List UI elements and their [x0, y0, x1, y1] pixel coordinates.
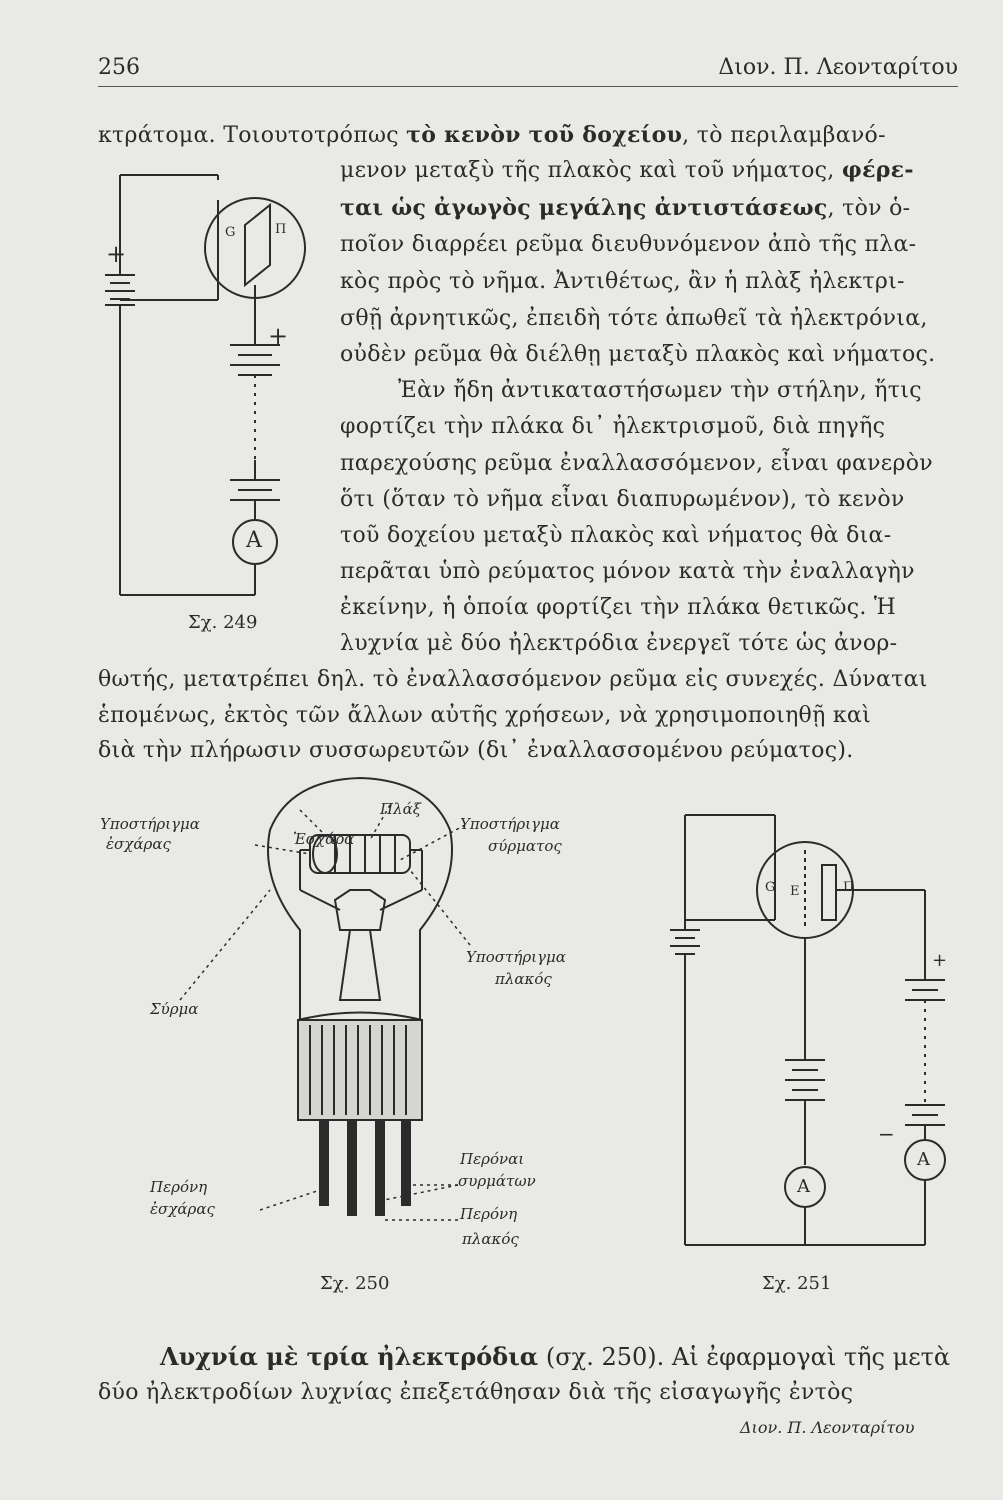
- label-grid: Ἐσχάρα: [293, 830, 355, 848]
- label-grid-pin-1: Περόνη: [150, 1178, 208, 1196]
- figure-caption-250: Σχ. 250: [320, 1273, 390, 1294]
- figure-caption-251: Σχ. 251: [762, 1273, 832, 1294]
- label-grid-support-1: Υποστήριγμα: [100, 815, 200, 833]
- text-line: σθῇ ἀρνητικῶς, ἐπειδὴ τότε ἀπωθεῖ τὰ ἠλεκτρόνια,: [340, 306, 928, 331]
- text-line: [340, 195, 910, 221]
- bold-text: τὸ κενὸν τοῦ δοχείου: [406, 122, 683, 148]
- text-line: διὰ τὴν πλήρωσιν συσσωρευτῶν (δι᾽ ἐναλλασσομένου ρεύματος).: [98, 738, 854, 763]
- minus-sign: −: [878, 1122, 895, 1146]
- text-line: φορτίζει τὴν πλάκα δι᾽ ἠλεκτρισμοῦ, διὰ πηγῆς: [340, 414, 886, 439]
- page-header: [98, 55, 958, 89]
- label-wire: Σύρμα: [150, 1000, 199, 1018]
- text-line: ἑπομένως, ἐκτὸς τῶν ἄλλων αὐτῆς χρήσεων, νὰ χρησιμοποιηθῇ καὶ: [98, 703, 872, 728]
- ammeter-label: A: [246, 528, 262, 553]
- label-plate: Πλάξ: [380, 800, 421, 818]
- running-head: Διον. Π. Λεονταρίτου: [718, 55, 958, 80]
- plus-sign: +: [106, 240, 127, 268]
- figure-caption-249: Σχ. 249: [188, 612, 258, 633]
- label-plate-pin-2: πλακός: [462, 1230, 519, 1248]
- label-wire-pins-2: συρμάτων: [458, 1172, 536, 1190]
- grid-label: G: [765, 880, 776, 895]
- plus-sign: +: [932, 950, 948, 971]
- text-span: , τὸν ὁ-: [827, 196, 911, 221]
- figure-249-circuit: [100, 160, 300, 630]
- text-line: παρεχούσης ρεῦμα ἐναλλασσόμενον, εἶναι φανερὸν: [340, 451, 933, 476]
- text-line: ποῖον διαρρέει ρεῦμα διευθυνόμενον ἀπὸ τῆς πλα-: [340, 232, 917, 257]
- text-span: μενον μεταξὺ τῆς πλακὸς καὶ τοῦ νήματος,: [340, 158, 842, 183]
- bold-heading: Λυχνία μὲ τρία ἠλεκτρόδια: [160, 1342, 539, 1371]
- label-grid-pin-2: ἐσχάρας: [150, 1200, 215, 1218]
- text-line: [340, 157, 914, 183]
- ammeter-label-2: A: [917, 1149, 930, 1170]
- text-line: οὐδὲν ρεῦμα θὰ διέλθῃ μεταξὺ πλακὸς καὶ νήματος.: [340, 342, 936, 367]
- grid-label: G: [225, 225, 236, 240]
- text-span: , τὸ περιλαμβανό-: [682, 123, 886, 148]
- label-wire-support-2: σύρματος: [488, 837, 562, 855]
- text-span: κτράτομα. Τοιουτοτρόπως: [98, 123, 407, 148]
- label-plate-support-2: πλακός: [495, 970, 552, 988]
- plate-label: Π: [843, 880, 855, 895]
- text-line: τοῦ δοχείου μεταξὺ πλακὸς καὶ νήματος θὰ δια-: [340, 523, 892, 548]
- plus-sign: +: [268, 322, 289, 350]
- label-wire-support-1: Υποστήριγμα: [460, 815, 560, 833]
- heading-rest: (σχ. 250). Αἱ ἐφαρμογαὶ τῆς μετὰ: [538, 1343, 951, 1371]
- page-number: 256: [98, 55, 140, 80]
- bold-text: ται ὡς ἀγωγὸς μεγάλης ἀντιστάσεως: [340, 195, 828, 221]
- signature: Διον. Π. Λεονταρίτου: [740, 1418, 915, 1437]
- plate-label: Π: [275, 222, 287, 237]
- header-rule: [98, 86, 958, 87]
- label-plate-pin-1: Περόνη: [460, 1205, 518, 1223]
- text-line: [98, 122, 886, 148]
- text-line: περᾶται ὑπὸ ρεύματος μόνον κατὰ τὴν ἐναλλαγὴν: [340, 559, 915, 584]
- text-line: ὅτι (ὅταν τὸ νῆμα εἶναι διαπυρωμένον), τὸ κενὸν: [340, 487, 905, 512]
- label-wire-pins-1: Περόναι: [460, 1150, 525, 1168]
- text-line: ἐκείνην, ἡ ὁποία φορτίζει τὴν πλάκα θετικῶς. Ἡ: [340, 595, 897, 620]
- label-plate-support-1: Υποστήριγμα: [466, 948, 566, 966]
- bold-text: φέρε-: [841, 157, 914, 183]
- section-heading: [160, 1342, 950, 1371]
- figure-250-vacuum-tube: [240, 770, 480, 1250]
- label-grid-support-2: ἐσχάρας: [106, 835, 171, 853]
- text-line: Ἐὰν ἤδη ἀντικαταστήσωμεν τὴν στήλην, ἥτις: [398, 378, 922, 403]
- filament-label: E: [790, 884, 800, 899]
- text-line: θωτής, μετατρέπει δηλ. τὸ ἐναλλασσόμενον ρεῦμα εἰς συνεχές. Δύναται: [98, 667, 928, 692]
- text-line: δύο ἠλεκτροδίων λυχνίας ἐπεξετάθησαν διὰ τῆς εἰσαγωγῆς ἐντὸς: [98, 1380, 854, 1405]
- ammeter-label-1: A: [797, 1176, 810, 1197]
- text-line: λυχνία μὲ δύο ἠλεκτρόδια ἐνεργεῖ τότε ὡς ἀνορ-: [340, 631, 898, 656]
- text-line: κὸς πρὸς τὸ νῆμα. Ἀντιθέτως, ἂν ἡ πλὰξ ἠλεκτρι-: [340, 269, 905, 294]
